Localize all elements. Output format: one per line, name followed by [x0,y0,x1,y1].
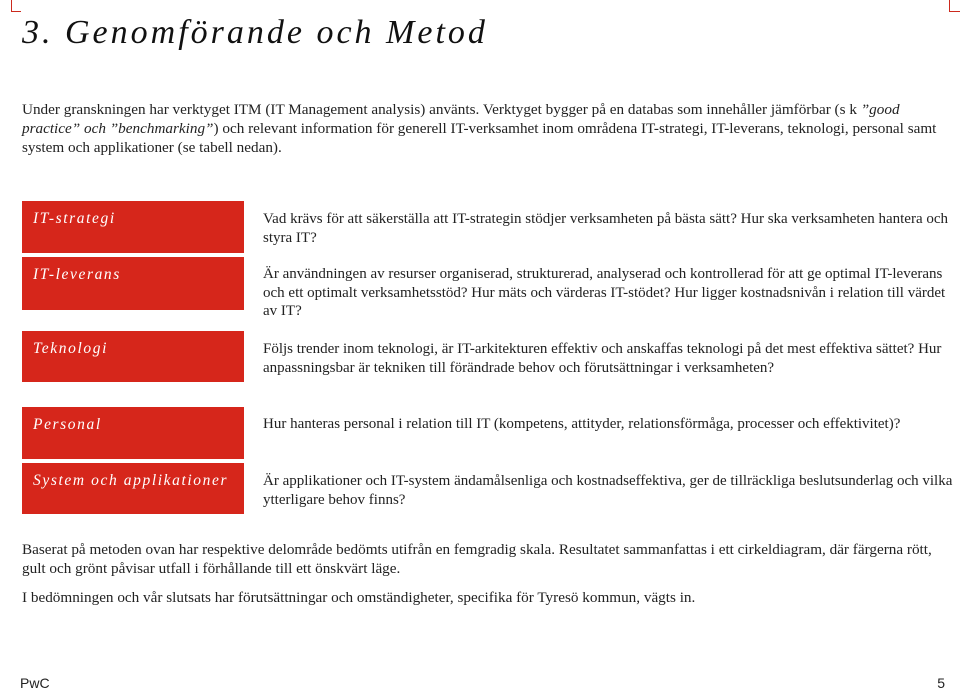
area-box-it-leverans: IT-leverans [22,257,244,310]
question-it-strategi: Vad krävs för att säkerställa att IT-strategin stödjer verksamheten på bästa sätt? Hur ska verksamheten hantera och styra IT? [263,211,949,246]
crop-mark [0,0,960,14]
page-title: 3. Genomförande och Metod [22,14,488,51]
intro-text-start: Under granskningen har verktyget ITM (IT Management analysis) använts. Verktyget bygger på en databas som innehåller jämförbar (s k [22,101,861,118]
intro-text-end: ) och relevant information för generell IT-verksamhet inom områdena IT-strategi, IT-leverans, teknologi, personal samt system och applikationer (se tabell nedan). [22,120,937,156]
question-system-och-applikationer: Är applikationer och IT-system ändamålsenliga och kostnadseffektiva, ger de tillräckliga beslutsunderlag och vilka ytterligare behov finns? [263,473,953,508]
area-box-personal: Personal [22,407,244,459]
footer-brand: PwC [20,675,50,691]
area-box-system-och-applikationer: System och applikationer [22,463,244,514]
conclusion-paragraph-2: I bedömningen och vår slutsats har förutsättningar och omständigheter, specifika för Tyresö kommun, vägts in. [22,589,696,606]
question-it-leverans: Är användningen av resurser organiserad, strukturerad, analyserad och kontrollerad för att ge optimal IT-leverans och ett optimalt verksamhetsstöd? Hur mäts och värderas IT-stödet? Hur ligger kostnadsnivån i relation till värdet av IT? [263,266,946,319]
question-personal: Hur hanteras personal i relation till IT (kompetens, attityder, relationsförmåga, processer och effektivitet)? [263,416,901,432]
conclusion-paragraph-1: Baserat på metoden ovan har respektive delområde bedömts utifrån en femgradig skala. Resultatet sammanfattas i ett cirkeldiagram, där färgerna rött, gult och grönt påvisar utfall i förhållande till ett önskvärt läge. [22,541,932,577]
page-number: 5 [937,675,945,691]
area-box-it-strategi: IT-strategi [22,201,244,253]
intro-paragraph [22,100,957,157]
intro-emphasis: ”good practice” och ”benchmarking” [22,101,900,137]
question-teknologi: Följs trender inom teknologi, är IT-arkitekturen effektiv och anskaffas teknologi på det mest effektiva sättet? Hur anpassningsbar är tekniken till förändrade behov och förutsättningar i verksamheten? [263,341,942,376]
area-box-teknologi: Teknologi [22,331,244,382]
